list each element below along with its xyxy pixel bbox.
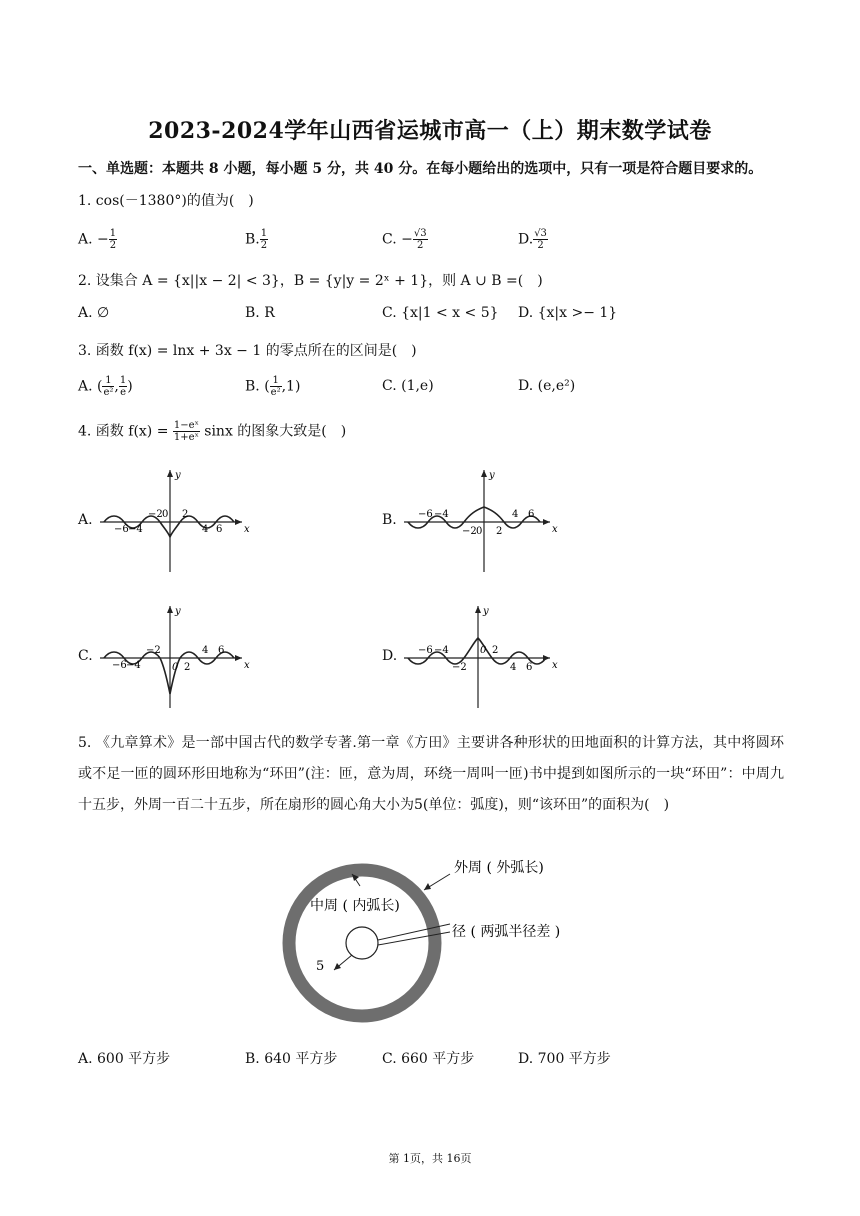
graph-a-x-label: x [244,524,250,535]
graph-b-y-arrow [481,470,487,477]
label-outer-arc: 外周 ( 外弧长) [454,860,544,876]
graph-a-tick-label: 6 [216,524,223,535]
q4-option-d-label: D. [382,648,398,664]
q1-c-fraction [413,228,428,251]
q4-stem-pre: 4. 函数 f(x) = [78,423,169,440]
graph-d-tick-label: −6 [418,645,433,656]
q2-option-a: A. ∅ [78,305,110,321]
question-1-stem: 1. cos(－1380°)的值为( ) [78,193,254,209]
graph-d-y-arrow [475,606,481,613]
q3-option-a: A. ( $\frac{1}{\text{e²}}$ , $\frac{1}{e}$ ) [78,375,133,398]
q1-c-num: √3 [413,228,427,239]
graph-d-tick-label: −2 [452,662,467,673]
q1-d-den: 2 [537,240,544,251]
graph-d-tick-label: 6 [526,662,533,673]
q1-c-prefix: C. − [382,231,413,248]
graph-c-x-label: x [244,660,250,671]
q3-option-c: C. (1,e) [382,378,434,394]
q2-option-d: D. {x|x >− 1} [518,305,618,321]
graph-c-y-arrow [167,606,173,613]
graph-b-tick-label: −2 [462,526,477,537]
q3-a-frac2 [119,375,127,398]
q3-a-pre: A. ( [78,378,103,395]
q1-d-num: √3 [534,228,547,239]
q1-c-den: 2 [417,240,424,251]
graph-b-tick-label: 4 [512,509,519,520]
graph-b-tick-label: 0 [476,526,483,537]
inner-circle [346,927,378,959]
q3-b-frac [270,375,282,398]
q3-a-n2: 1 [119,375,127,386]
graph-d-tick-label: 2 [492,645,499,656]
q4-option-a-label: A. [78,512,93,528]
question-4-stem [78,420,346,443]
angle-pointer-arrow [334,963,341,970]
page-footer: 第 1页，共 16页 [388,1152,472,1165]
q4-fraction [173,420,200,443]
q3-a-d1: e² [103,387,114,398]
q1-option-a [78,228,117,251]
q3-option-b [245,375,300,398]
graph-b [400,462,564,574]
label-radius-diff: 径 ( 两弧半径差 ) [452,924,561,940]
graph-d-y-label: y [483,606,489,617]
q1-b-fraction [260,228,268,251]
q1-d-prefix: D. [518,231,534,248]
q2-option-b: B. R [245,305,275,321]
graph-b-x-label: x [552,524,558,535]
graph-b-x-arrow [543,519,550,525]
graph-a-tick-label: −2 [148,509,163,520]
graph-b-tick-label: −4 [434,509,449,520]
q4-option-b-label: B. [382,512,397,528]
graph-c-x-arrow [235,655,242,661]
outer-ring [289,870,435,1016]
graph-c [96,598,256,710]
q3-a-d2: e [120,387,127,398]
q3-b-pre: B. ( [245,378,270,395]
graph-a-x-arrow [235,519,242,525]
q5-option-a: A. 600 平方步 [78,1051,171,1067]
q1-b-den: 2 [260,240,268,251]
graph-d-tick-label: 0 [480,645,487,656]
q1-option-c [382,228,428,251]
graph-d [400,598,564,710]
q2-option-c: C. {x|1 < x < 5} [382,305,499,321]
question-5-stem: 5. 《九章算术》是一部中国古代的数学专著.第一章《方田》主要讲各种形状的田地面积的计算方法，其中将圆环或不足一匝的圆环形田地称为“环田”(注：匝，意为周，环绕一周叫一匝)书中提到如图所示的一块“环田”：中周九十五步，外周一百二十五步，所在扇形的圆心角大小为5(单位：弧度)，则“该环田”的面积为( ) [78,735,784,813]
q4-stem-post: sinx 的图象大致是( ) [204,423,347,440]
graph-c-tick-label: −4 [126,660,141,671]
graph-b-y-label: y [489,470,495,481]
q3-b-n1: 1 [270,375,282,387]
graph-a [96,462,256,574]
q1-a-prefix: A. − [78,231,109,248]
graph-b-tick-label: 6 [528,509,535,520]
q1-b-num: 1 [260,228,268,239]
graph-c-tick-label: 2 [184,662,191,673]
q4-option-c-label: C. [78,648,93,664]
page-title: 2023-2024学年山西省运城市高一（上）期末数学试卷 [148,118,712,144]
q3-a-frac1 [102,375,114,398]
graph-a-tick-label: −6 [114,524,129,535]
graph-a-y-label: y [175,470,181,481]
question-3-stem: 3. 函数 f(x) = lnx + 3x − 1 的零点所在的区间是( ) [78,343,417,359]
graph-a-tick-label: 4 [202,524,209,535]
q1-a-fraction [109,228,117,251]
graph-c-tick-label: −2 [146,645,161,656]
q3-a-n1: 1 [102,375,114,387]
graph-a-tick-label: 0 [162,509,169,520]
q4-den: 1+eˣ [173,432,199,443]
label-inner-arc: 中周 ( 内弧长) [310,898,400,914]
graph-c-tick-label: 4 [202,645,209,656]
q5-option-b: B. 640 平方步 [245,1051,338,1067]
graph-c-tick-label: −6 [112,660,127,671]
graph-b-tick-label: 2 [496,526,503,537]
q3-b-post: ,1) [281,378,301,395]
q3-b-d1: e² [270,387,281,398]
graph-d-tick-label: −4 [434,645,449,656]
graph-c-y-label: y [175,606,181,617]
q4-num: 1−eˣ [173,420,199,431]
q3-a-post: ) [127,378,133,395]
q1-option-d [518,228,548,251]
graph-a-tick-label: −4 [128,524,143,535]
graph-d-tick-label: 4 [510,662,517,673]
graph-d-x-label: x [552,660,558,671]
label-central-angle: 5 [316,959,325,974]
q1-a-den: 2 [109,240,117,251]
graph-b-tick-label: −6 [418,509,433,520]
ring-field-diagram [282,852,612,1034]
graph-a-tick-label: 2 [182,509,189,520]
question-2-stem: 2. 设集合 A = {x||x − 2| < 3}，B = {y|y = 2ˣ + 1}，则 A ∪ B =( ) [78,273,543,289]
section-heading: 一、单选题：本题共 8 小题，每小题 5 分，共 40 分。在每小题给出的选项中，只有一项是符合题目要求的。 [78,161,763,177]
q5-option-c: C. 660 平方步 [382,1051,475,1067]
graph-c-tick-label: 6 [218,645,225,656]
q3-option-d: D. (e,e²) [518,378,576,394]
q1-b-prefix: B. [245,231,260,248]
graph-c-tick-label: 0 [172,662,179,673]
q1-d-fraction [533,228,548,251]
q5-option-d: D. 700 平方步 [518,1051,611,1067]
q1-option-b [245,228,268,251]
q1-a-num: 1 [109,228,117,239]
graph-a-y-arrow [167,470,173,477]
